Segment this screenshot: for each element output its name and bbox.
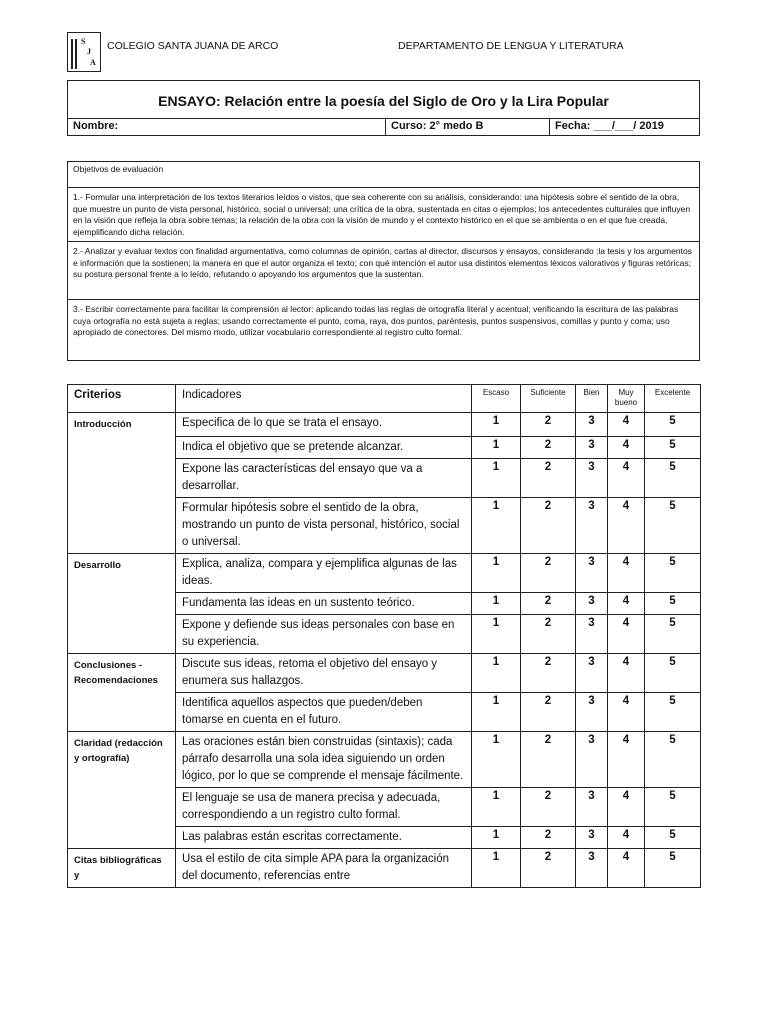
indicator-text: Expone las características del ensayo que va a desarrollar. (176, 458, 472, 497)
score-option[interactable]: 2 (521, 787, 576, 826)
rubric-row (68, 592, 701, 614)
score-option[interactable]: 4 (608, 826, 645, 848)
score-option[interactable]: 3 (576, 458, 608, 497)
criterion-label: Citas bibliográficas y (68, 848, 176, 887)
score-option[interactable]: 3 (576, 413, 608, 437)
score-option[interactable]: 2 (521, 614, 576, 653)
score-option[interactable]: 4 (608, 692, 645, 731)
page-header (67, 30, 707, 74)
score-option[interactable]: 5 (645, 458, 701, 497)
rubric-row (68, 653, 701, 692)
logo-letter-a: A (90, 58, 96, 67)
criterion-cell-continued (68, 692, 176, 731)
school-logo (67, 32, 101, 72)
score-option[interactable]: 5 (645, 848, 701, 887)
criterion-cell-continued (68, 458, 176, 497)
rubric-row (68, 497, 701, 553)
indicator-text: Las oraciones están bien construidas (sintaxis); cada párrafo desarrolla una sola idea siguiendo un orden lógico, por lo que se comprende el mensaje fácilmente. (176, 731, 472, 787)
indicator-text: Formular hipótesis sobre el sentido de la obra, mostrando un punto de vista personal, histórico, social o universal. (176, 497, 472, 553)
score-option[interactable]: 2 (521, 553, 576, 592)
school-name: COLEGIO SANTA JUANA DE ARCO (107, 40, 279, 52)
criterion-cell-continued (68, 826, 176, 848)
logo-letter-s: S (81, 37, 86, 46)
rubric-row (68, 692, 701, 731)
score-option[interactable]: 1 (472, 653, 521, 692)
rubric-row (68, 553, 701, 592)
score-option[interactable]: 2 (521, 592, 576, 614)
criterion-cell-continued (68, 787, 176, 826)
score-option[interactable]: 2 (521, 826, 576, 848)
indicator-text: Indica el objetivo que se pretende alcanzar. (176, 436, 472, 458)
score-option[interactable]: 4 (608, 413, 645, 437)
score-option[interactable]: 4 (608, 458, 645, 497)
name-field: Nombre: (73, 120, 119, 132)
score-option[interactable]: 5 (645, 787, 701, 826)
rubric-body (68, 413, 701, 888)
score-option[interactable]: 2 (521, 653, 576, 692)
score-option[interactable]: 5 (645, 413, 701, 437)
objectives-box (67, 161, 700, 361)
score-option[interactable]: 3 (576, 848, 608, 887)
score-option[interactable]: 2 (521, 848, 576, 887)
score-option[interactable]: 4 (608, 848, 645, 887)
logo-letter-j: J (87, 47, 91, 56)
department-name: DEPARTAMENTO DE LENGUA Y LITERATURA (398, 40, 624, 52)
criteria-header: Criterios (68, 385, 176, 413)
objective-item: 2.- Analizar y evaluar textos con finalidad argumentativa, como columnas de opinión, cartas al director, discursos y ensayos, considerando :la tesis y los argumentos e información que la sostienen; la manera en que el autor organiza el texto; con qué intención el autor usa distintos elementos léxicos valorativos y figuras retóricas; su postura personal frente a lo leído, refutando o apoyando los argumentos que la sustentan. (68, 242, 699, 300)
score-option[interactable]: 2 (521, 497, 576, 553)
score-option[interactable]: 5 (645, 592, 701, 614)
score-option[interactable]: 4 (608, 553, 645, 592)
score-option[interactable]: 3 (576, 731, 608, 787)
objectives-heading: Objetivos de evaluación (68, 162, 699, 188)
criterion-cell-continued (68, 497, 176, 553)
indicator-text: Usa el estilo de cita simple APA para la organización del documento, referencias entre (176, 848, 472, 887)
rubric-row (68, 413, 701, 437)
indicator-text: Expone y defiende sus ideas personales con base en su experiencia. (176, 614, 472, 653)
logo-stripes (71, 39, 79, 69)
score-option[interactable]: 1 (472, 592, 521, 614)
score-option[interactable]: 2 (521, 413, 576, 437)
score-option[interactable]: 1 (472, 848, 521, 887)
indicator-text: Fundamenta las ideas en un sustento teórico. (176, 592, 472, 614)
indicators-header: Indicadores (176, 385, 472, 413)
score-option[interactable]: 3 (576, 497, 608, 553)
rubric-row (68, 826, 701, 848)
rubric-row (68, 787, 701, 826)
scale-header-excelente: Excelente (645, 385, 701, 413)
scale-header-suficiente: Suficiente (521, 385, 576, 413)
rubric-row (68, 458, 701, 497)
indicator-text: Las palabras están escritas correctamente. (176, 826, 472, 848)
score-option[interactable]: 2 (521, 731, 576, 787)
score-option[interactable]: 3 (576, 692, 608, 731)
score-option[interactable]: 5 (645, 614, 701, 653)
objective-item: 3.- Escribir correctamente para facilitar la comprensión al lector: aplicando todas las reglas de ortografía literal y acentual; verificando la escritura de las palabras cuya ortografía no está sujeta a reglas; usando correctamente el punto, coma, raya, dos puntos, paréntesis, puntos suspensivos, comillas y punto y coma; uso apropiado de conectores. Del mismo modo, utilizar vocabulario correspondiente al registro culto formal. (73, 304, 679, 337)
score-option[interactable]: 5 (645, 553, 701, 592)
score-option[interactable]: 1 (472, 692, 521, 731)
score-option[interactable]: 1 (472, 787, 521, 826)
score-option[interactable]: 5 (645, 497, 701, 553)
course-field: Curso: 2° medo B (385, 119, 549, 135)
score-option[interactable]: 4 (608, 731, 645, 787)
score-option[interactable]: 1 (472, 826, 521, 848)
criterion-label: Conclusiones - Recomendaciones (68, 653, 176, 692)
indicator-text: Identifica aquellos aspectos que pueden/deben tomarse en cuenta en el futuro. (176, 692, 472, 731)
rubric-row (68, 436, 701, 458)
scale-header-escaso: Escaso (472, 385, 521, 413)
rubric-row (68, 848, 701, 887)
score-option[interactable]: 2 (521, 458, 576, 497)
score-option[interactable]: 1 (472, 458, 521, 497)
rubric-row (68, 731, 701, 787)
score-option[interactable]: 4 (608, 592, 645, 614)
score-option[interactable]: 3 (576, 826, 608, 848)
essay-title: ENSAYO: Relación entre la poesía del Siglo de Oro y la Lira Popular (158, 93, 609, 109)
indicator-text: Especifica de lo que se trata el ensayo. (176, 413, 472, 437)
score-option[interactable]: 4 (608, 497, 645, 553)
score-option[interactable]: 4 (608, 653, 645, 692)
score-option[interactable]: 1 (472, 413, 521, 437)
criterion-label: Claridad (redacción y ortografía) (68, 731, 176, 787)
score-option[interactable]: 4 (608, 787, 645, 826)
score-option[interactable]: 5 (645, 436, 701, 458)
score-option[interactable]: 5 (645, 731, 701, 787)
score-option[interactable]: 4 (608, 436, 645, 458)
score-option[interactable]: 1 (472, 614, 521, 653)
score-option[interactable]: 5 (645, 692, 701, 731)
score-option[interactable]: 3 (576, 653, 608, 692)
score-option[interactable]: 5 (645, 826, 701, 848)
score-option[interactable]: 5 (645, 653, 701, 692)
score-option[interactable]: 4 (608, 614, 645, 653)
indicator-text: Discute sus ideas, retoma el objetivo del ensayo y enumera sus hallazgos. (176, 653, 472, 692)
score-option[interactable]: 3 (576, 553, 608, 592)
scale-header-bien: Bien (576, 385, 608, 413)
rubric-table (67, 384, 701, 888)
rubric-header-row (68, 385, 701, 413)
criterion-cell-continued (68, 592, 176, 614)
score-option[interactable]: 3 (576, 614, 608, 653)
date-field: Fecha: ___/___/ 2019 (549, 119, 699, 135)
score-option[interactable]: 3 (576, 436, 608, 458)
score-option[interactable]: 2 (521, 436, 576, 458)
objective-item: 1.- Formular una interpretación de los textos literarios leídos o vistos, que sea coherente con su análisis, considerando: una hipótesis sobre el sentido de la obra, que muestre un punto de vista personal, histórico, social o universal; una crítica de la obra, sustentada en citas o ejemplos; los antecedentes culturales que influyen en la visión que refleja la obra sobre temas; la relación de la obra con la visión de mundo y el contexto histórico en el que se ambienta o en el que fue creada, ejemplificando dicha relación. (68, 188, 699, 242)
rubric-row (68, 614, 701, 653)
student-info-row (68, 118, 699, 135)
score-option[interactable]: 1 (472, 731, 521, 787)
score-option[interactable]: 1 (472, 436, 521, 458)
score-option[interactable]: 3 (576, 592, 608, 614)
criterion-cell-continued (68, 436, 176, 458)
indicator-text: Explica, analiza, compara y ejemplifica algunas de las ideas. (176, 553, 472, 592)
score-option[interactable]: 3 (576, 787, 608, 826)
score-option[interactable]: 1 (472, 497, 521, 553)
scale-header-muy-bueno: Muy bueno (608, 385, 645, 413)
score-option[interactable]: 2 (521, 692, 576, 731)
criterion-label: Introducción (68, 413, 176, 437)
score-option[interactable]: 1 (472, 553, 521, 592)
criterion-label: Desarrollo (68, 553, 176, 592)
title-box (67, 80, 700, 136)
indicator-text: El lenguaje se usa de manera precisa y adecuada, correspondiendo a un registro culto formal. (176, 787, 472, 826)
criterion-cell-continued (68, 614, 176, 653)
